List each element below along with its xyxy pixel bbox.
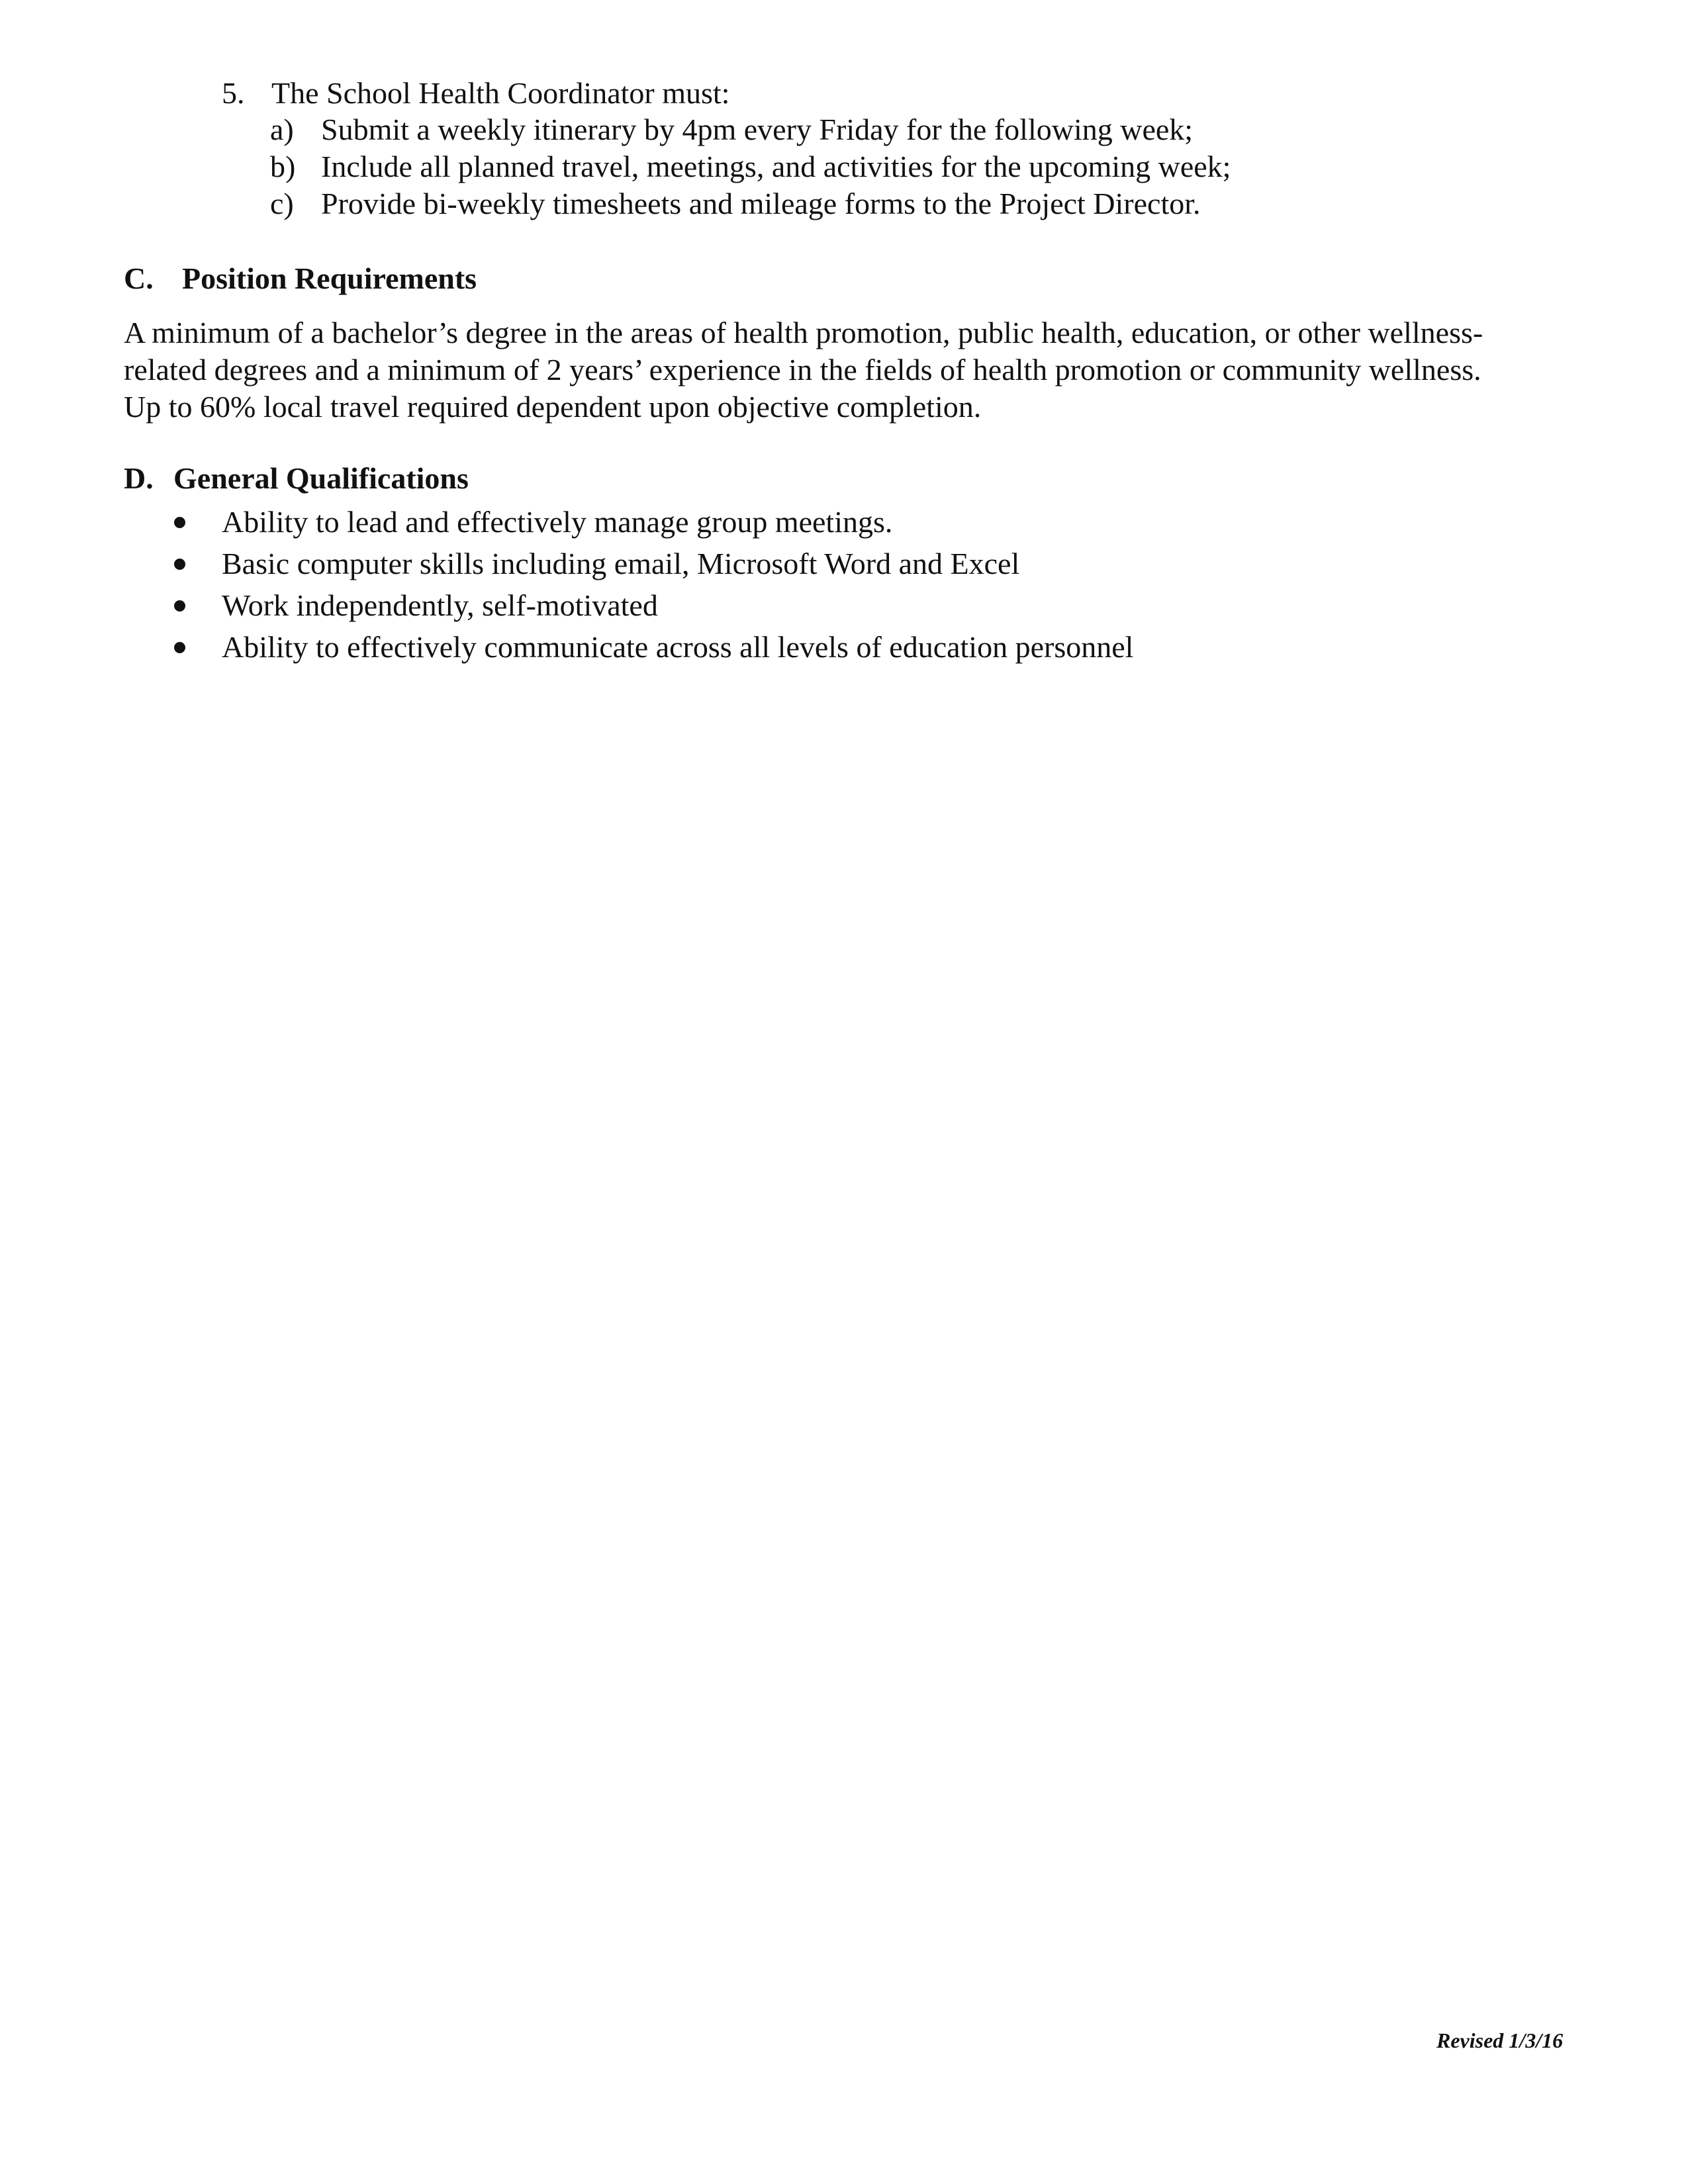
paragraph-line: related degrees and a minimum of 2 years’ experience in the fields of health promotion or community wellness. bbox=[124, 353, 1481, 387]
bullet-item-text: Ability to lead and effectively manage group meetings. bbox=[222, 505, 893, 539]
bullet-item-text: Work independently, self-motivated bbox=[222, 588, 658, 622]
paragraph-line: Up to 60% local travel required dependent upon objective completion. bbox=[124, 390, 982, 424]
section-heading-c bbox=[124, 260, 477, 297]
section-letter: D. bbox=[124, 461, 154, 495]
bullet-icon bbox=[174, 517, 185, 528]
bullet-icon bbox=[174, 559, 185, 570]
section-letter: C. bbox=[124, 261, 154, 295]
sublist-marker: c) bbox=[270, 187, 294, 220]
sublist-item-text: Submit a weekly itinerary by 4pm every Friday for the following week; bbox=[321, 113, 1194, 146]
sublist-marker: b) bbox=[270, 150, 296, 183]
section-heading-d bbox=[124, 460, 469, 497]
list-item-text: The School Health Coordinator must: bbox=[271, 76, 730, 110]
paragraph-line: A minimum of a bachelor’s degree in the areas of health promotion, public health, education, or other wellness- bbox=[124, 316, 1483, 349]
bullet-item-text: Ability to effectively communicate across all levels of education personnel bbox=[222, 630, 1134, 664]
list-number: 5. bbox=[222, 76, 245, 110]
bullet-item-text: Basic computer skills including email, Microsoft Word and Excel bbox=[222, 547, 1020, 580]
bullet-icon bbox=[174, 642, 185, 653]
section-title: General Qualifications bbox=[173, 461, 469, 495]
sublist-marker: a) bbox=[270, 113, 294, 146]
sublist-item-text: Include all planned travel, meetings, and activities for the upcoming week; bbox=[321, 150, 1231, 183]
section-title: Position Requirements bbox=[182, 261, 477, 295]
revised-date: Revised 1/3/16 bbox=[1436, 2028, 1564, 2052]
sublist-item-text: Provide bi-weekly timesheets and mileage forms to the Project Director. bbox=[321, 187, 1201, 220]
bullet-icon bbox=[174, 600, 185, 612]
